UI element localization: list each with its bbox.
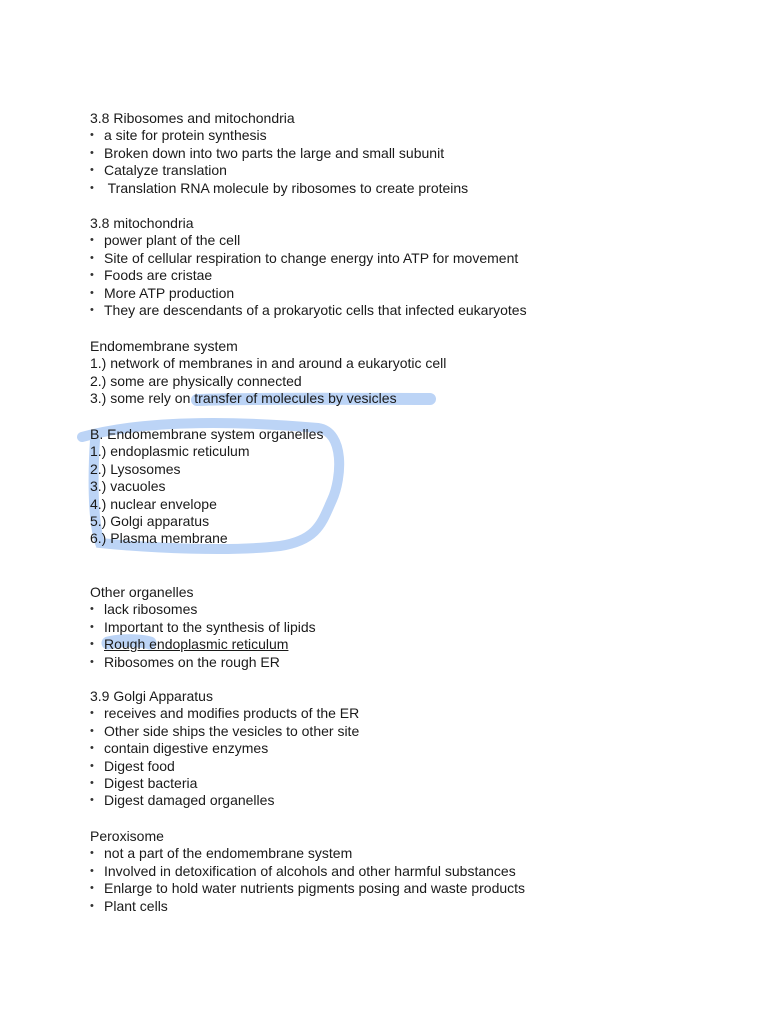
list-item: • receives and modifies products of the ER — [90, 705, 690, 722]
list-item: • lack ribosomes — [90, 601, 690, 618]
list-item: • not a part of the endomembrane system — [90, 845, 690, 862]
list-item: • power plant of the cell — [90, 232, 690, 249]
list-item: 6.) Plasma membrane — [90, 530, 228, 547]
list-item: 1.) network of membranes in and around a eukaryotic cell — [90, 355, 447, 372]
list-item: • contain digestive enzymes — [90, 740, 690, 757]
list-item: • Involved in detoxification of alcohols and other harmful substances — [90, 863, 690, 880]
list-item — [90, 636, 690, 653]
list-item: • a site for protein synthesis — [90, 127, 690, 144]
list-item: • Digest food — [90, 758, 690, 775]
list-item: • They are descendants of a prokaryotic cells that infected eukaryotes — [90, 302, 690, 319]
list-item: • Foods are cristae — [90, 267, 690, 284]
list-item: 5.) Golgi apparatus — [90, 512, 210, 529]
section-title: 3.9 Golgi Apparatus — [90, 688, 213, 704]
section-other-organelles — [90, 584, 690, 671]
list-item: 2.) some are physically connected — [90, 372, 302, 389]
section-title: 3.8 mitochondria — [90, 215, 194, 231]
underlined-text: Rough endoplasmic reticulum — [104, 636, 289, 653]
section-title: Endomembrane system — [90, 338, 238, 354]
section-title: 3.8 Ribosomes and mitochondria — [90, 110, 295, 126]
list-item: • Ribosomes on the rough ER — [90, 654, 690, 671]
section-endomembrane-system — [90, 338, 690, 408]
section-title: B. Endomembrane system organelles — [90, 426, 324, 442]
section-peroxisome — [90, 828, 690, 915]
list-item: • Digest damaged organelles — [90, 792, 690, 809]
section-title: Peroxisome — [90, 828, 164, 844]
list-item: 2.) Lysosomes — [90, 460, 181, 477]
section-title: Other organelles — [90, 584, 194, 600]
list-item: • Plant cells — [90, 898, 690, 915]
list-item: • More ATP production — [90, 285, 690, 302]
section-mitochondria — [90, 215, 690, 319]
list-item: • Important to the synthesis of lipids — [90, 619, 690, 636]
list-item: • Site of cellular respiration to change energy into ATP for movement — [90, 250, 690, 267]
list-item: • Digest bacteria — [90, 775, 690, 792]
section-ribosomes-mitochondria — [90, 110, 690, 197]
list-item: • Translation RNA molecule by ribosomes to create proteins — [90, 180, 690, 197]
list-item: • Enlarge to hold water nutrients pigments posing and waste products — [90, 880, 690, 897]
list-item: 3.) some rely on transfer of molecules by vesicles — [90, 390, 397, 407]
list-item: • Broken down into two parts the large and small subunit — [90, 145, 690, 162]
list-item: 1.) endoplasmic reticulum — [90, 443, 250, 460]
list-item: • Catalyze translation — [90, 162, 690, 179]
section-endomembrane-organelles — [90, 426, 690, 548]
section-golgi-apparatus — [90, 688, 690, 810]
list-item: 4.) nuclear envelope — [90, 495, 217, 512]
list-item: • Other side ships the vesicles to other site — [90, 723, 690, 740]
list-item: 3.) vacuoles — [90, 478, 166, 495]
